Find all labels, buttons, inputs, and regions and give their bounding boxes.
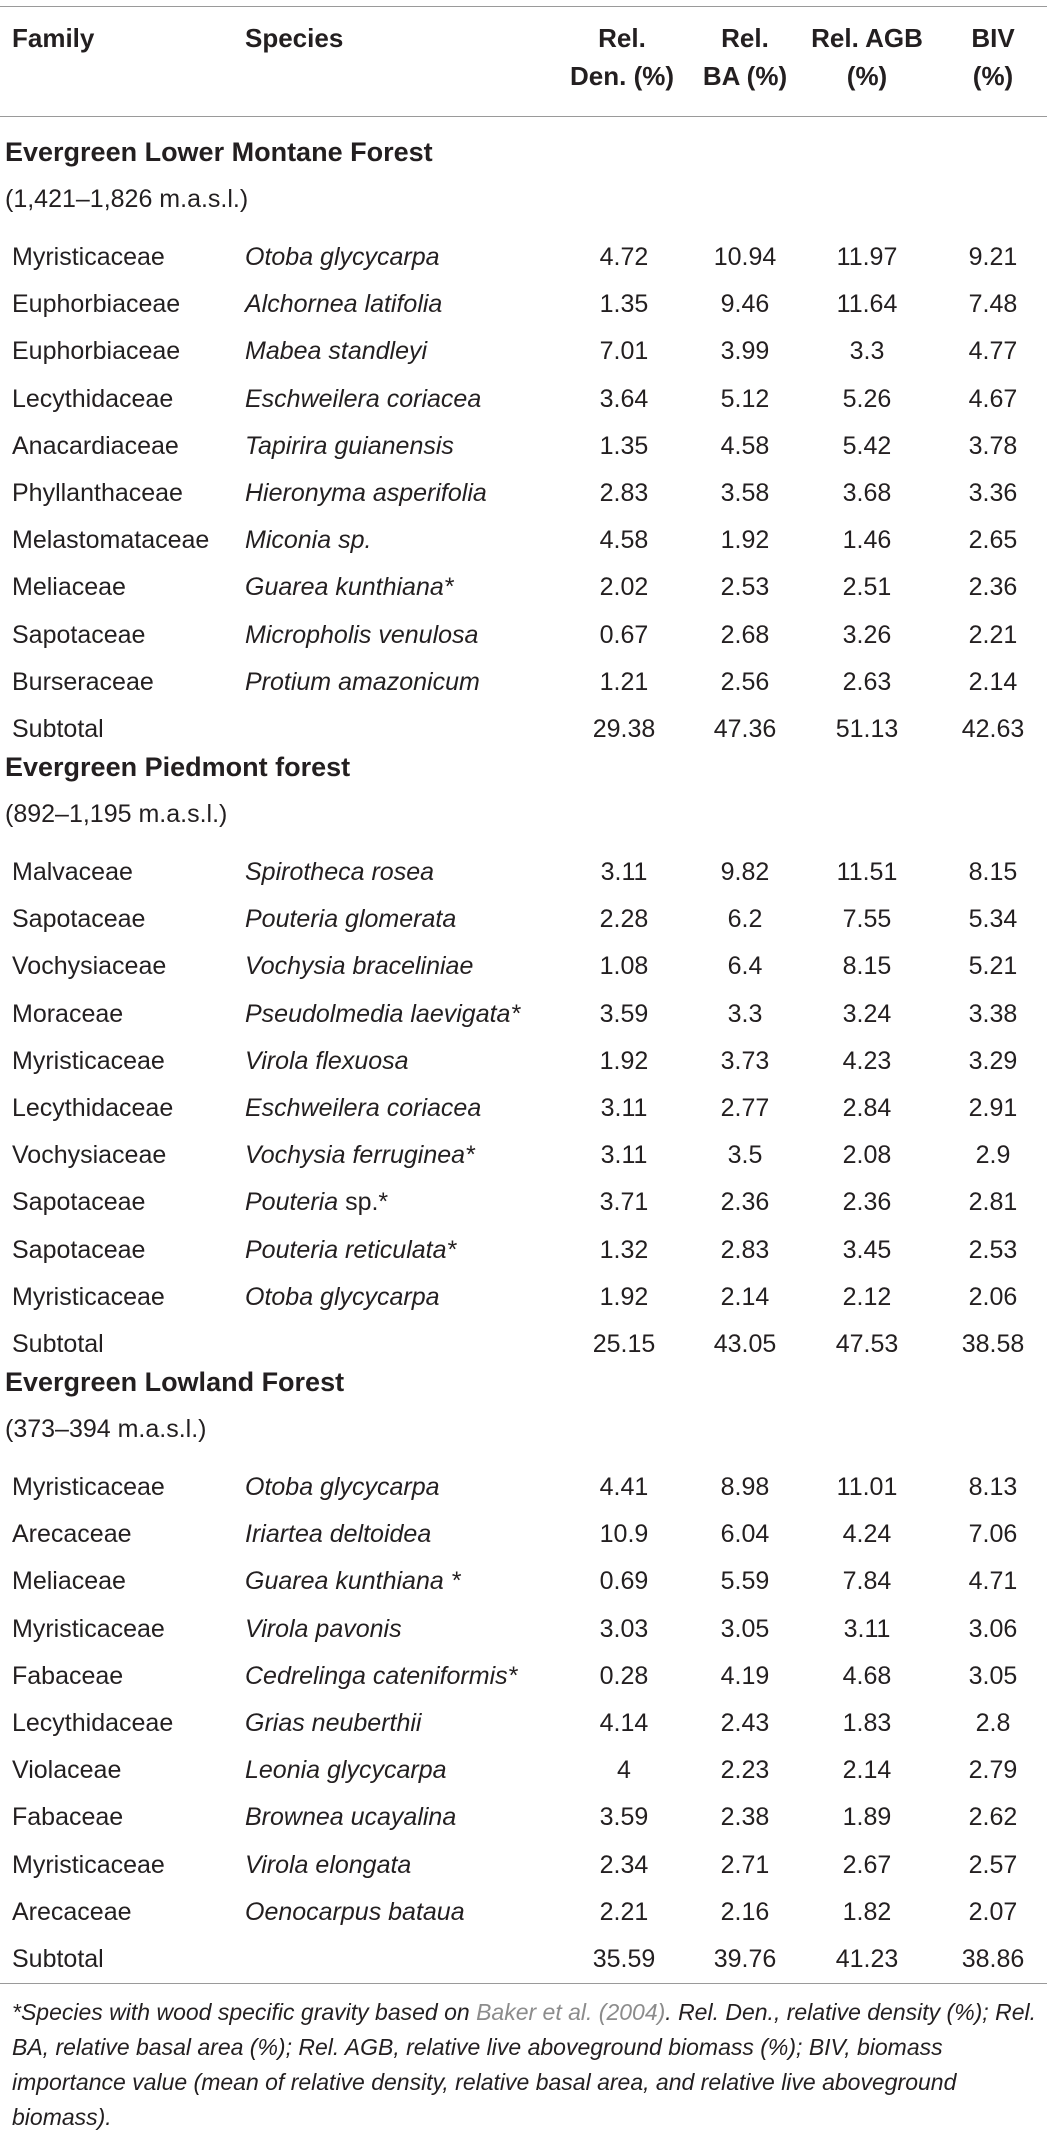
rel-ba-cell: 6.04	[720, 1520, 770, 1548]
family-cell: Myristicaceae	[12, 1615, 165, 1643]
species-cell	[245, 564, 453, 611]
biv-cell: 3.05	[968, 1662, 1018, 1690]
rel-den-cell: 3.03	[599, 1615, 649, 1643]
rel-ba-cell: 5.12	[720, 385, 770, 413]
header-biv: BIV (%)	[971, 23, 1015, 91]
rel-ba-cell: 2.36	[720, 1188, 770, 1216]
table-row	[0, 943, 1047, 990]
table-row	[0, 1227, 1047, 1274]
rel-ba-cell: 6.4	[727, 952, 763, 980]
rel-agb-cell: 7.84	[842, 1567, 892, 1595]
family-cell: Arecaceae	[12, 1520, 132, 1548]
rel-den-cell: 2.34	[599, 1851, 649, 1879]
family-cell: Lecythidaceae	[12, 1094, 174, 1122]
family-cell: Myristicaceae	[12, 243, 165, 271]
species-name: Otoba glycycarpa	[245, 1473, 440, 1501]
rel-den-cell: 2.21	[599, 1898, 649, 1926]
species-name: Eschweilera coriacea	[245, 385, 482, 413]
biv-cell: 2.79	[968, 1756, 1018, 1784]
rel-ba-cell: 2.16	[720, 1898, 770, 1926]
biv-cell: 3.38	[968, 1000, 1018, 1028]
species-cell	[245, 1653, 517, 1700]
rel-agb-cell: 3.68	[842, 479, 892, 507]
table-row	[0, 1038, 1047, 1085]
biv-cell: 3.36	[968, 479, 1018, 507]
species-suffix: sp.*	[338, 1188, 389, 1216]
rel-ba-cell: 2.38	[720, 1803, 770, 1831]
species-cell	[245, 1700, 421, 1747]
species-name: Alchornea latifolia	[245, 290, 443, 318]
table-row	[0, 234, 1047, 281]
family-cell: Phyllanthaceae	[12, 479, 183, 507]
rel-den-cell: 2.02	[599, 573, 649, 601]
footnote-text-start: *Species with wood specific gravity based on	[12, 1999, 477, 2025]
header-rel-den: Rel. Den. (%)	[570, 23, 674, 91]
species-cell	[245, 896, 456, 943]
rel-ba-cell: 2.68	[720, 621, 770, 649]
species-name: Tapirira guianensis	[245, 432, 454, 460]
family-cell: Subtotal	[12, 1945, 104, 1973]
rel-agb-cell: 11.97	[836, 243, 898, 271]
species-name: Virola elongata	[245, 1851, 412, 1879]
rel-ba-cell: 8.98	[720, 1473, 770, 1501]
rel-ba-cell: 2.43	[720, 1709, 770, 1737]
rel-den-cell: 1.92	[599, 1283, 649, 1311]
table-row	[0, 896, 1047, 943]
species-name: Vochysia ferruginea*	[245, 1141, 475, 1169]
rel-agb-cell: 1.83	[842, 1709, 892, 1737]
family-cell: Myristicaceae	[12, 1473, 165, 1501]
biv-cell: 2.06	[968, 1283, 1018, 1311]
family-cell: Subtotal	[12, 1330, 104, 1358]
rel-ba-cell: 3.5	[727, 1141, 763, 1169]
rel-den-cell: 1.32	[599, 1236, 649, 1264]
biv-cell: 2.62	[968, 1803, 1018, 1831]
table-row	[0, 1511, 1047, 1558]
biv-cell: 4.77	[968, 337, 1018, 365]
table-row	[0, 328, 1047, 375]
family-cell: Anacardiaceae	[12, 432, 179, 460]
family-cell: Lecythidaceae	[12, 1709, 174, 1737]
species-name: Oenocarpus bataua	[245, 1898, 465, 1926]
biv-cell: 2.8	[975, 1709, 1011, 1737]
biv-cell: 3.06	[968, 1615, 1018, 1643]
table-row	[0, 376, 1047, 423]
rel-ba-cell: 6.2	[727, 905, 763, 933]
species-cell	[245, 1038, 409, 1085]
section-elevation-range: (1,421–1,826 m.a.s.l.)	[5, 185, 249, 213]
table-row	[0, 1464, 1047, 1511]
species-cell	[245, 1132, 475, 1179]
biv-cell: 4.71	[968, 1567, 1018, 1595]
table-row	[0, 564, 1047, 611]
rel-den-cell: 4	[617, 1756, 631, 1784]
rel-den-cell: 0.69	[599, 1567, 649, 1595]
table-row	[0, 517, 1047, 564]
family-cell: Subtotal	[12, 715, 104, 743]
rel-den-cell: 3.64	[599, 385, 649, 413]
family-cell: Sapotaceae	[12, 905, 146, 933]
species-cell	[245, 1227, 456, 1274]
family-cell: Vochysiaceae	[12, 1141, 167, 1169]
family-cell: Malvaceae	[12, 858, 133, 886]
species-name: Hieronyma asperifolia	[245, 479, 487, 507]
rel-agb-cell: 2.67	[842, 1851, 892, 1879]
rel-agb-cell: 4.24	[842, 1520, 892, 1548]
species-name: Pouteria reticulata*	[245, 1236, 457, 1264]
table-row	[0, 1274, 1047, 1321]
rel-den-cell: 3.59	[599, 1803, 649, 1831]
rel-den-cell: 4.41	[599, 1473, 649, 1501]
family-cell: Arecaceae	[12, 1898, 132, 1926]
rel-agb-cell: 2.84	[842, 1094, 892, 1122]
species-cell	[245, 1085, 481, 1132]
species-cell	[245, 328, 427, 375]
section-title: Evergreen Lower Montane Forest	[5, 137, 433, 167]
rel-den-cell: 35.59	[592, 1945, 656, 1973]
rel-agb-cell: 5.26	[842, 385, 892, 413]
rel-agb-cell: 2.51	[842, 573, 892, 601]
biv-cell: 2.57	[968, 1851, 1018, 1879]
species-name: Iriartea deltoidea	[245, 1520, 432, 1548]
species-cell	[245, 1511, 431, 1558]
bottom-rule	[0, 1983, 1047, 1984]
rel-agb-cell: 1.46	[842, 526, 892, 554]
species-name: Grias neuberthii	[245, 1709, 422, 1737]
rel-ba-cell: 43.05	[713, 1330, 777, 1358]
section-elevation-range: (892–1,195 m.a.s.l.)	[5, 800, 228, 828]
family-cell: Meliaceae	[12, 1567, 126, 1595]
table-row	[0, 1179, 1047, 1226]
rel-agb-cell: 3.3	[849, 337, 885, 365]
rel-ba-cell: 3.99	[720, 337, 770, 365]
family-cell: Fabaceae	[12, 1803, 124, 1831]
table-row	[0, 1653, 1047, 1700]
rel-agb-cell: 11.64	[836, 290, 898, 318]
species-cell	[245, 991, 520, 1038]
species-name: Eschweilera coriacea	[245, 1094, 482, 1122]
table-row	[0, 1700, 1047, 1747]
biv-cell: 2.91	[968, 1094, 1018, 1122]
rel-ba-cell: 2.71	[720, 1851, 770, 1879]
rel-den-cell: 3.11	[600, 1094, 648, 1122]
rel-den-cell: 29.38	[592, 715, 656, 743]
species-cell	[245, 470, 487, 517]
table-row	[0, 281, 1047, 328]
species-cell	[245, 1842, 411, 1889]
rel-den-cell: 10.9	[599, 1520, 649, 1548]
biv-cell: 7.48	[968, 290, 1018, 318]
header-family: Family	[12, 23, 95, 53]
species-name: Cedrelinga cateniformis*	[245, 1662, 518, 1690]
biv-cell: 2.14	[968, 668, 1018, 696]
table-row	[0, 659, 1047, 706]
rel-ba-cell: 2.77	[720, 1094, 770, 1122]
species-cell	[245, 234, 440, 281]
header-rule	[0, 116, 1047, 117]
species-cell	[245, 1606, 402, 1653]
rel-den-cell: 1.21	[599, 668, 649, 696]
rel-ba-cell: 5.59	[720, 1567, 770, 1595]
rel-ba-cell: 4.58	[720, 432, 770, 460]
species-name: Virola flexuosa	[245, 1047, 409, 1075]
rel-ba-cell: 2.83	[720, 1236, 770, 1264]
subtotal-row	[0, 1321, 1047, 1368]
rel-agb-cell: 4.23	[842, 1047, 892, 1075]
family-cell: Sapotaceae	[12, 621, 146, 649]
family-cell: Fabaceae	[12, 1662, 124, 1690]
species-name: Guarea kunthiana*	[245, 573, 454, 601]
species-name: Virola pavonis	[245, 1615, 402, 1643]
rel-agb-cell: 1.89	[842, 1803, 892, 1831]
rel-agb-cell: 3.26	[842, 621, 892, 649]
rel-den-cell: 3.11	[600, 858, 648, 886]
section-elevation-range: (373–394 m.a.s.l.)	[5, 1415, 207, 1443]
rel-den-cell: 3.59	[599, 1000, 649, 1028]
species-name: Otoba glycycarpa	[245, 1283, 440, 1311]
species-cell	[245, 423, 454, 470]
rel-ba-cell: 10.94	[713, 243, 777, 271]
family-cell: Violaceae	[12, 1756, 122, 1784]
footnote-reference-link[interactable]: Baker et al. (2004)	[476, 1999, 666, 2025]
family-cell: Euphorbiaceae	[12, 290, 181, 318]
rel-ba-cell: 2.56	[720, 668, 770, 696]
species-name: Pseudolmedia laevigata*	[245, 1000, 521, 1028]
rel-ba-cell: 2.23	[720, 1756, 770, 1784]
family-cell: Moraceae	[12, 1000, 124, 1028]
family-cell: Myristicaceae	[12, 1283, 165, 1311]
table-row	[0, 1794, 1047, 1841]
footnote-text-end: . Rel. Den., relative density (%); Rel. BA, relative basal area (%); Rel. AGB, relative live aboveground biomass (%); BIV, biomass importance value (mean of relative density, relative basal area, and relative live aboveground biomass).	[12, 1999, 1036, 2130]
header-rel-ba: Rel. BA (%)	[702, 23, 788, 91]
footnote	[12, 1995, 1042, 2135]
table-row	[0, 423, 1047, 470]
biv-cell: 2.21	[968, 621, 1018, 649]
rel-ba-cell: 9.46	[720, 290, 770, 318]
biv-cell: 9.21	[968, 243, 1018, 271]
rel-ba-cell: 9.82	[720, 858, 770, 886]
table-row	[0, 1889, 1047, 1936]
section-title: Evergreen Lowland Forest	[5, 1367, 345, 1397]
species-name: Vochysia braceliniae	[245, 952, 474, 980]
rel-den-cell: 2.28	[599, 905, 649, 933]
species-cell	[245, 1747, 447, 1794]
rel-den-cell: 4.58	[599, 526, 649, 554]
rel-den-cell: 4.14	[599, 1709, 649, 1737]
family-cell: Vochysiaceae	[12, 952, 167, 980]
biv-cell: 5.34	[968, 905, 1018, 933]
rel-ba-cell: 3.58	[720, 479, 770, 507]
species-name: Otoba glycycarpa	[245, 243, 440, 271]
biv-cell: 38.58	[961, 1330, 1025, 1358]
biv-cell: 2.65	[968, 526, 1018, 554]
top-rule	[0, 6, 1047, 7]
species-name: Pouteria	[245, 1188, 339, 1216]
species-cell	[245, 1179, 388, 1226]
rel-ba-cell: 47.36	[713, 715, 777, 743]
rel-agb-cell: 8.15	[842, 952, 892, 980]
species-cell	[245, 1464, 440, 1511]
rel-agb-cell: 3.24	[842, 1000, 892, 1028]
biv-cell: 38.86	[961, 1945, 1025, 1973]
family-cell: Myristicaceae	[12, 1047, 165, 1075]
species-cell	[245, 1558, 460, 1605]
biv-cell: 3.29	[968, 1047, 1018, 1075]
rel-agb-cell: 51.13	[835, 715, 899, 743]
rel-agb-cell: 2.12	[842, 1283, 892, 1311]
rel-agb-cell: 41.23	[835, 1945, 899, 1973]
table-row	[0, 991, 1047, 1038]
biv-cell: 8.13	[968, 1473, 1018, 1501]
rel-den-cell: 1.08	[599, 952, 649, 980]
species-name: Micropholis venulosa	[245, 621, 479, 649]
rel-ba-cell: 3.3	[727, 1000, 763, 1028]
rel-ba-cell: 3.73	[720, 1047, 770, 1075]
family-cell: Melastomataceae	[12, 526, 210, 554]
table-row	[0, 1558, 1047, 1605]
rel-den-cell: 7.01	[599, 337, 649, 365]
family-cell: Sapotaceae	[12, 1188, 146, 1216]
table-row	[0, 849, 1047, 896]
header-species: Species	[245, 23, 344, 53]
subtotal-row	[0, 1936, 1047, 1983]
rel-ba-cell: 4.19	[720, 1662, 770, 1690]
rel-agb-cell: 47.53	[835, 1330, 899, 1358]
species-cell	[245, 1889, 465, 1936]
rel-den-cell: 3.71	[599, 1188, 649, 1216]
species-cell	[245, 612, 478, 659]
biv-cell: 8.15	[968, 858, 1018, 886]
species-name: Pouteria glomerata	[245, 905, 457, 933]
subtotal-row	[0, 706, 1047, 753]
biv-cell: 2.9	[975, 1141, 1011, 1169]
rel-ba-cell: 1.92	[720, 526, 770, 554]
family-cell: Meliaceae	[12, 573, 126, 601]
section-title: Evergreen Piedmont forest	[5, 752, 351, 782]
table-row	[0, 1606, 1047, 1653]
biv-cell: 7.06	[968, 1520, 1018, 1548]
rel-den-cell: 1.35	[599, 432, 649, 460]
species-cell	[245, 517, 371, 564]
species-cell	[245, 376, 481, 423]
rel-den-cell: 1.35	[599, 290, 649, 318]
species-cell	[245, 1274, 440, 1321]
table-row	[0, 612, 1047, 659]
biv-cell: 5.21	[968, 952, 1018, 980]
biv-cell: 2.07	[968, 1898, 1018, 1926]
rel-ba-cell: 2.14	[720, 1283, 770, 1311]
rel-agb-cell: 2.14	[842, 1756, 892, 1784]
rel-den-cell: 0.67	[599, 621, 649, 649]
species-cell	[245, 1794, 456, 1841]
biv-cell: 2.81	[968, 1188, 1018, 1216]
rel-agb-cell: 7.55	[842, 905, 892, 933]
rel-agb-cell: 2.63	[842, 668, 892, 696]
table-row	[0, 1132, 1047, 1179]
species-name: Guarea kunthiana *	[245, 1567, 461, 1595]
species-name: Brownea ucayalina	[245, 1803, 457, 1831]
biv-cell: 3.78	[968, 432, 1018, 460]
table-row	[0, 1842, 1047, 1889]
table-row	[0, 1085, 1047, 1132]
table-row	[0, 470, 1047, 517]
rel-agb-cell: 5.42	[842, 432, 892, 460]
rel-agb-cell: 2.36	[842, 1188, 892, 1216]
biv-cell: 42.63	[961, 715, 1025, 743]
rel-den-cell: 25.15	[592, 1330, 656, 1358]
family-cell: Sapotaceae	[12, 1236, 146, 1264]
species-cell	[245, 281, 442, 328]
header-rel-agb: Rel. AGB (%)	[811, 23, 923, 91]
rel-den-cell: 2.83	[599, 479, 649, 507]
rel-agb-cell: 4.68	[842, 1662, 892, 1690]
species-name: Miconia sp.	[245, 526, 372, 554]
species-cell	[245, 849, 434, 896]
rel-ba-cell: 2.53	[720, 573, 770, 601]
table-row	[0, 1747, 1047, 1794]
family-cell: Myristicaceae	[12, 1851, 165, 1879]
table-header	[0, 12, 1047, 102]
species-name: Protium amazonicum	[245, 668, 480, 696]
rel-agb-cell: 2.08	[842, 1141, 892, 1169]
rel-den-cell: 4.72	[599, 243, 649, 271]
rel-den-cell: 1.92	[599, 1047, 649, 1075]
family-cell: Lecythidaceae	[12, 385, 174, 413]
species-name: Leonia glycycarpa	[245, 1756, 447, 1784]
rel-den-cell: 0.28	[599, 1662, 649, 1690]
species-name: Spirotheca rosea	[245, 858, 435, 886]
rel-agb-cell: 3.11	[843, 1615, 891, 1643]
rel-agb-cell: 1.82	[842, 1898, 892, 1926]
species-cell	[245, 659, 480, 706]
rel-agb-cell: 11.01	[836, 1473, 898, 1501]
biv-cell: 2.36	[968, 573, 1018, 601]
rel-agb-cell: 11.51	[836, 858, 898, 886]
biv-cell: 4.67	[968, 385, 1018, 413]
biv-cell: 2.53	[968, 1236, 1018, 1264]
rel-ba-cell: 39.76	[713, 1945, 777, 1973]
species-name: Mabea standleyi	[245, 337, 428, 365]
rel-ba-cell: 3.05	[720, 1615, 770, 1643]
family-cell: Burseraceae	[12, 668, 154, 696]
family-cell: Euphorbiaceae	[12, 337, 181, 365]
species-cell	[245, 943, 473, 990]
rel-agb-cell: 3.45	[842, 1236, 892, 1264]
rel-den-cell: 3.11	[600, 1141, 648, 1169]
